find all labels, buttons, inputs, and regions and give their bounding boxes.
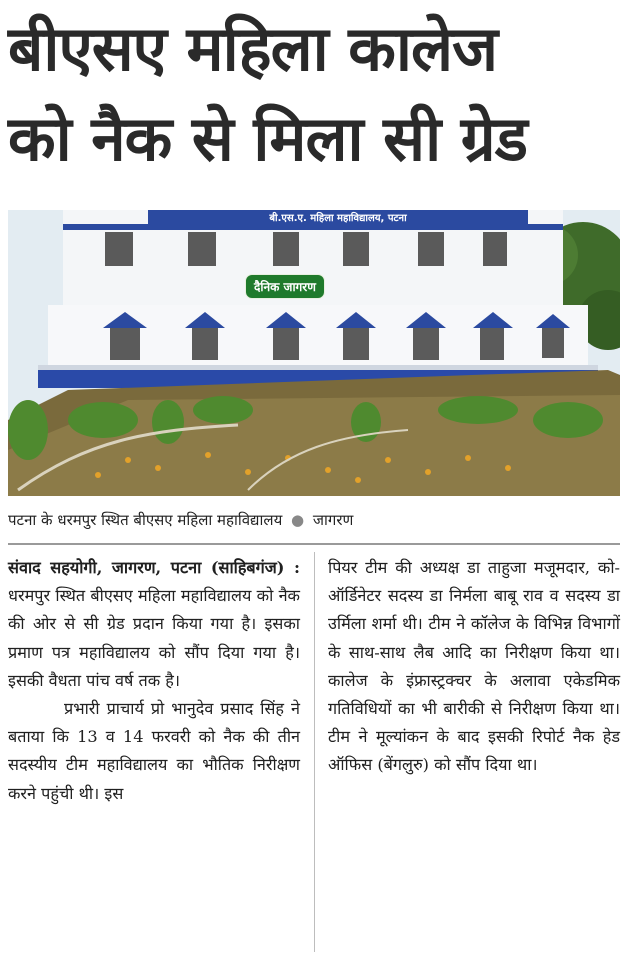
article-column-right — [328, 554, 620, 780]
article-column-left — [8, 554, 300, 808]
caption-credit: जागरण — [312, 511, 354, 529]
building-sign: बी.एस.ए. महिला महाविद्यालय, पटना — [269, 213, 407, 224]
caption-text: पटना के धरमपुर स्थित बीएसए महिला महाविद्यालय — [8, 511, 283, 529]
caption-divider — [8, 543, 620, 545]
headline-line-2: को नैक से मिला सी ग्रेड — [8, 102, 527, 175]
headline — [8, 4, 636, 184]
college-building-illustration — [8, 210, 620, 496]
article-para-3: पियर टीम की अध्यक्ष डा ताहुजा मजूमदार, को-ऑर्डिनेटर सदस्य डा निर्मला बाबू राव व सदस्य डा उर्मिला शर्मा थी। टीम ने कॉलेज के विभिन्न विभागों के साथ-साथ लैब आदि का निरीक्षण किया था। कालेज के इंफ्रास्ट्रक्चर के अलावा एकेडमिक गतिविधियों का भी बारीकी से निरीक्षण किया था। टीम ने मूल्यांकन के बाद इसकी रिपोर्ट नैक हेड ऑफिस (बेंगलुरु) को सौंप दिया था। — [328, 558, 620, 775]
article-para-2: प्रभारी प्राचार्य प्रो भानुदेव प्रसाद सिंह ने बताया कि 13 व 14 फरवरी को नैक की तीन सदस्यीय टीम महाविद्यालय का भौतिक निरीक्षण करने पहुंची थी। इस — [8, 699, 300, 803]
caption-separator-icon: ● — [291, 511, 305, 529]
article-dateline: संवाद सहयोगी, जागरण, पटना (साहिबगंज) : — [8, 558, 300, 577]
column-separator — [314, 552, 315, 952]
article-para-1-text: धरमपुर स्थित बीएसए महिला महाविद्यालय को नैक की ओर से सी ग्रेड प्रदान किया गया है। इसका प्रमाण पत्र महाविद्यालय को सौंप दिया गया है। इसकी वैधता पांच वर्ष तक है। — [8, 586, 300, 690]
news-photo — [8, 210, 620, 496]
photo-caption — [8, 510, 638, 530]
headline-line-1: बीएसए महिला कालेज — [8, 12, 497, 85]
newspaper-watermark: दैनिक जागरण — [245, 274, 325, 299]
article-para-1 — [8, 554, 300, 695]
